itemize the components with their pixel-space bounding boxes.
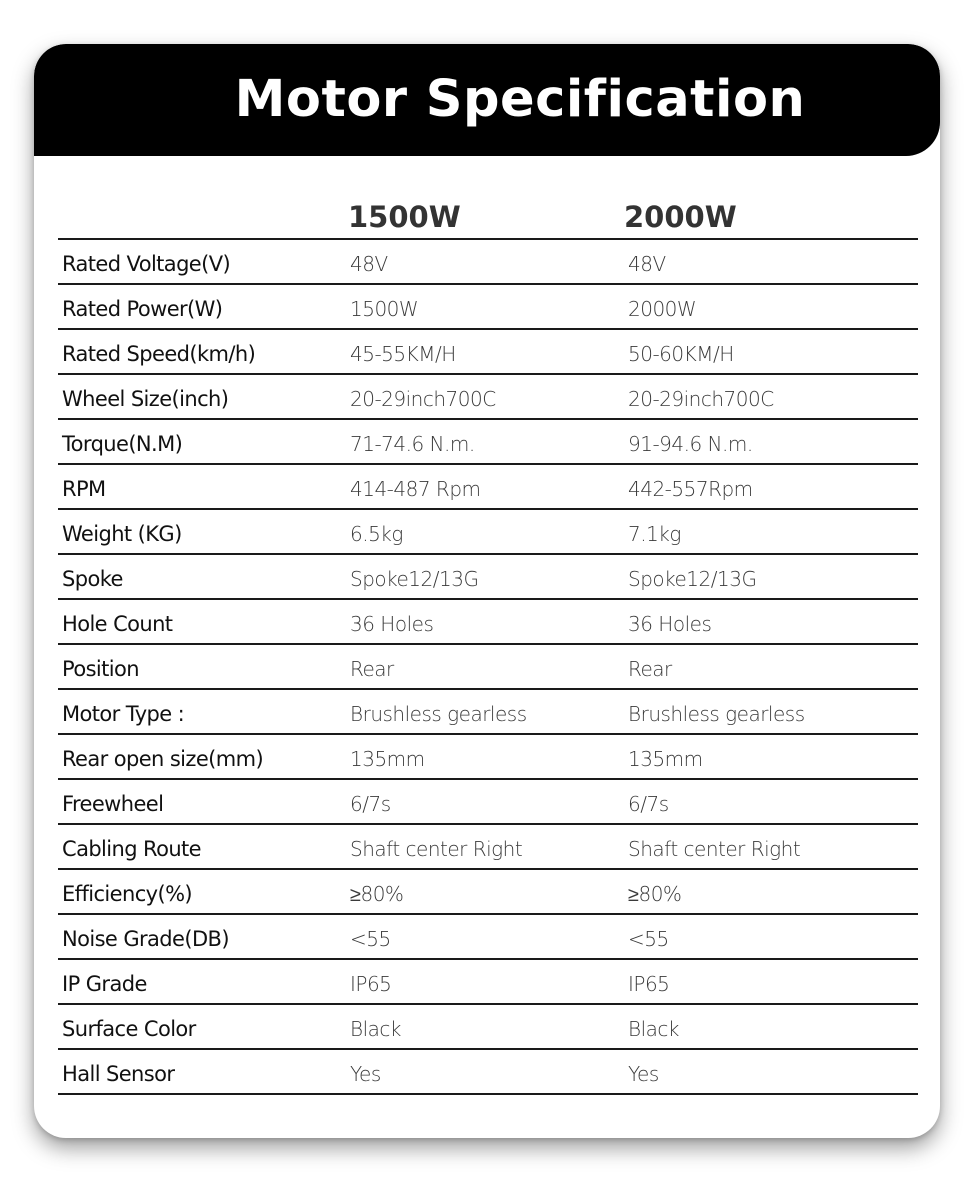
spec-card [34,44,940,1138]
value-2000w: IP65 [628,972,670,996]
value-1500w: 20-29inch700C [350,387,496,411]
value-2000w: 6/7s [628,792,669,816]
value-2000w: 135mm [628,747,703,771]
value-1500w: Brushless gearless [350,702,527,726]
table-row [58,285,918,330]
value-2000w: 442-557Rpm [628,477,753,501]
row-label: Hall Sensor [62,1062,175,1086]
value-2000w: 36 Holes [628,612,712,636]
row-label: RPM [62,477,106,501]
row-label: Surface Color [62,1017,196,1041]
value-2000w: Yes [628,1062,659,1086]
value-2000w: Brushless gearless [628,702,805,726]
value-1500w: 6.5kg [350,522,403,546]
header-banner [34,44,940,156]
value-1500w: IP65 [350,972,392,996]
value-1500w: 36 Holes [350,612,434,636]
row-label: Rated Voltage(V) [62,252,231,276]
table-row [58,690,918,735]
table-row [58,555,918,600]
table-header [58,193,918,240]
row-label: Weight (KG) [62,522,182,546]
value-1500w: <55 [350,927,391,951]
row-label: Cabling Route [62,837,202,861]
table-row [58,780,918,825]
row-label: IP Grade [62,972,147,996]
table-row [58,330,918,375]
value-1500w: 6/7s [350,792,391,816]
row-label: Hole Count [62,612,173,636]
table-row [58,1050,918,1095]
table-row [58,915,918,960]
row-label: Torque(N.M) [62,432,183,456]
table-row [58,735,918,780]
row-label: Noise Grade(DB) [62,927,229,951]
value-1500w: Shaft center Right [350,837,523,861]
value-1500w: Black [350,1017,401,1041]
value-1500w: 71-74.6 N.m. [350,432,475,456]
value-2000w: Shaft center Right [628,837,801,861]
value-2000w: ≥80% [628,882,682,906]
table-row [58,510,918,555]
value-1500w: Yes [350,1062,381,1086]
table-row [58,240,918,285]
row-label: Rated Speed(km/h) [62,342,256,366]
row-label: Rated Power(W) [62,297,223,321]
table-row [58,1005,918,1050]
table-row [58,465,918,510]
value-2000w: 2000W [628,297,697,321]
row-label: Spoke [62,567,123,591]
column-header-1500w: 1500W [348,200,461,234]
value-1500w: Spoke12/13G [350,567,479,591]
table-row [58,600,918,645]
value-2000w: 20-29inch700C [628,387,774,411]
row-label: Motor Type : [62,702,185,726]
column-header-2000w: 2000W [624,200,737,234]
value-2000w: 50-60KM/H [628,342,734,366]
value-2000w: Spoke12/13G [628,567,757,591]
table-row [58,825,918,870]
table-row [58,870,918,915]
value-2000w: Black [628,1017,679,1041]
value-1500w: ≥80% [350,882,404,906]
row-label: Rear open size(mm) [62,747,264,771]
row-label: Wheel Size(inch) [62,387,229,411]
table-body [58,240,918,1095]
value-2000w: 91-94.6 N.m. [628,432,753,456]
value-1500w: 45-55KM/H [350,342,456,366]
value-1500w: 48V [350,252,388,276]
value-1500w: 135mm [350,747,425,771]
table-row [58,420,918,465]
value-2000w: Rear [628,657,672,681]
value-1500w: 1500W [350,297,419,321]
value-2000w: <55 [628,927,669,951]
value-2000w: 7.1kg [628,522,681,546]
value-1500w: Rear [350,657,394,681]
table-row [58,960,918,1005]
value-2000w: 48V [628,252,666,276]
table-row [58,375,918,420]
row-label: Freewheel [62,792,164,816]
value-1500w: 414-487 Rpm [350,477,481,501]
page-title: Motor Specification [234,70,806,129]
spec-table [58,193,918,1095]
row-label: Efficiency(%) [62,882,193,906]
table-row [58,645,918,690]
row-label: Position [62,657,139,681]
